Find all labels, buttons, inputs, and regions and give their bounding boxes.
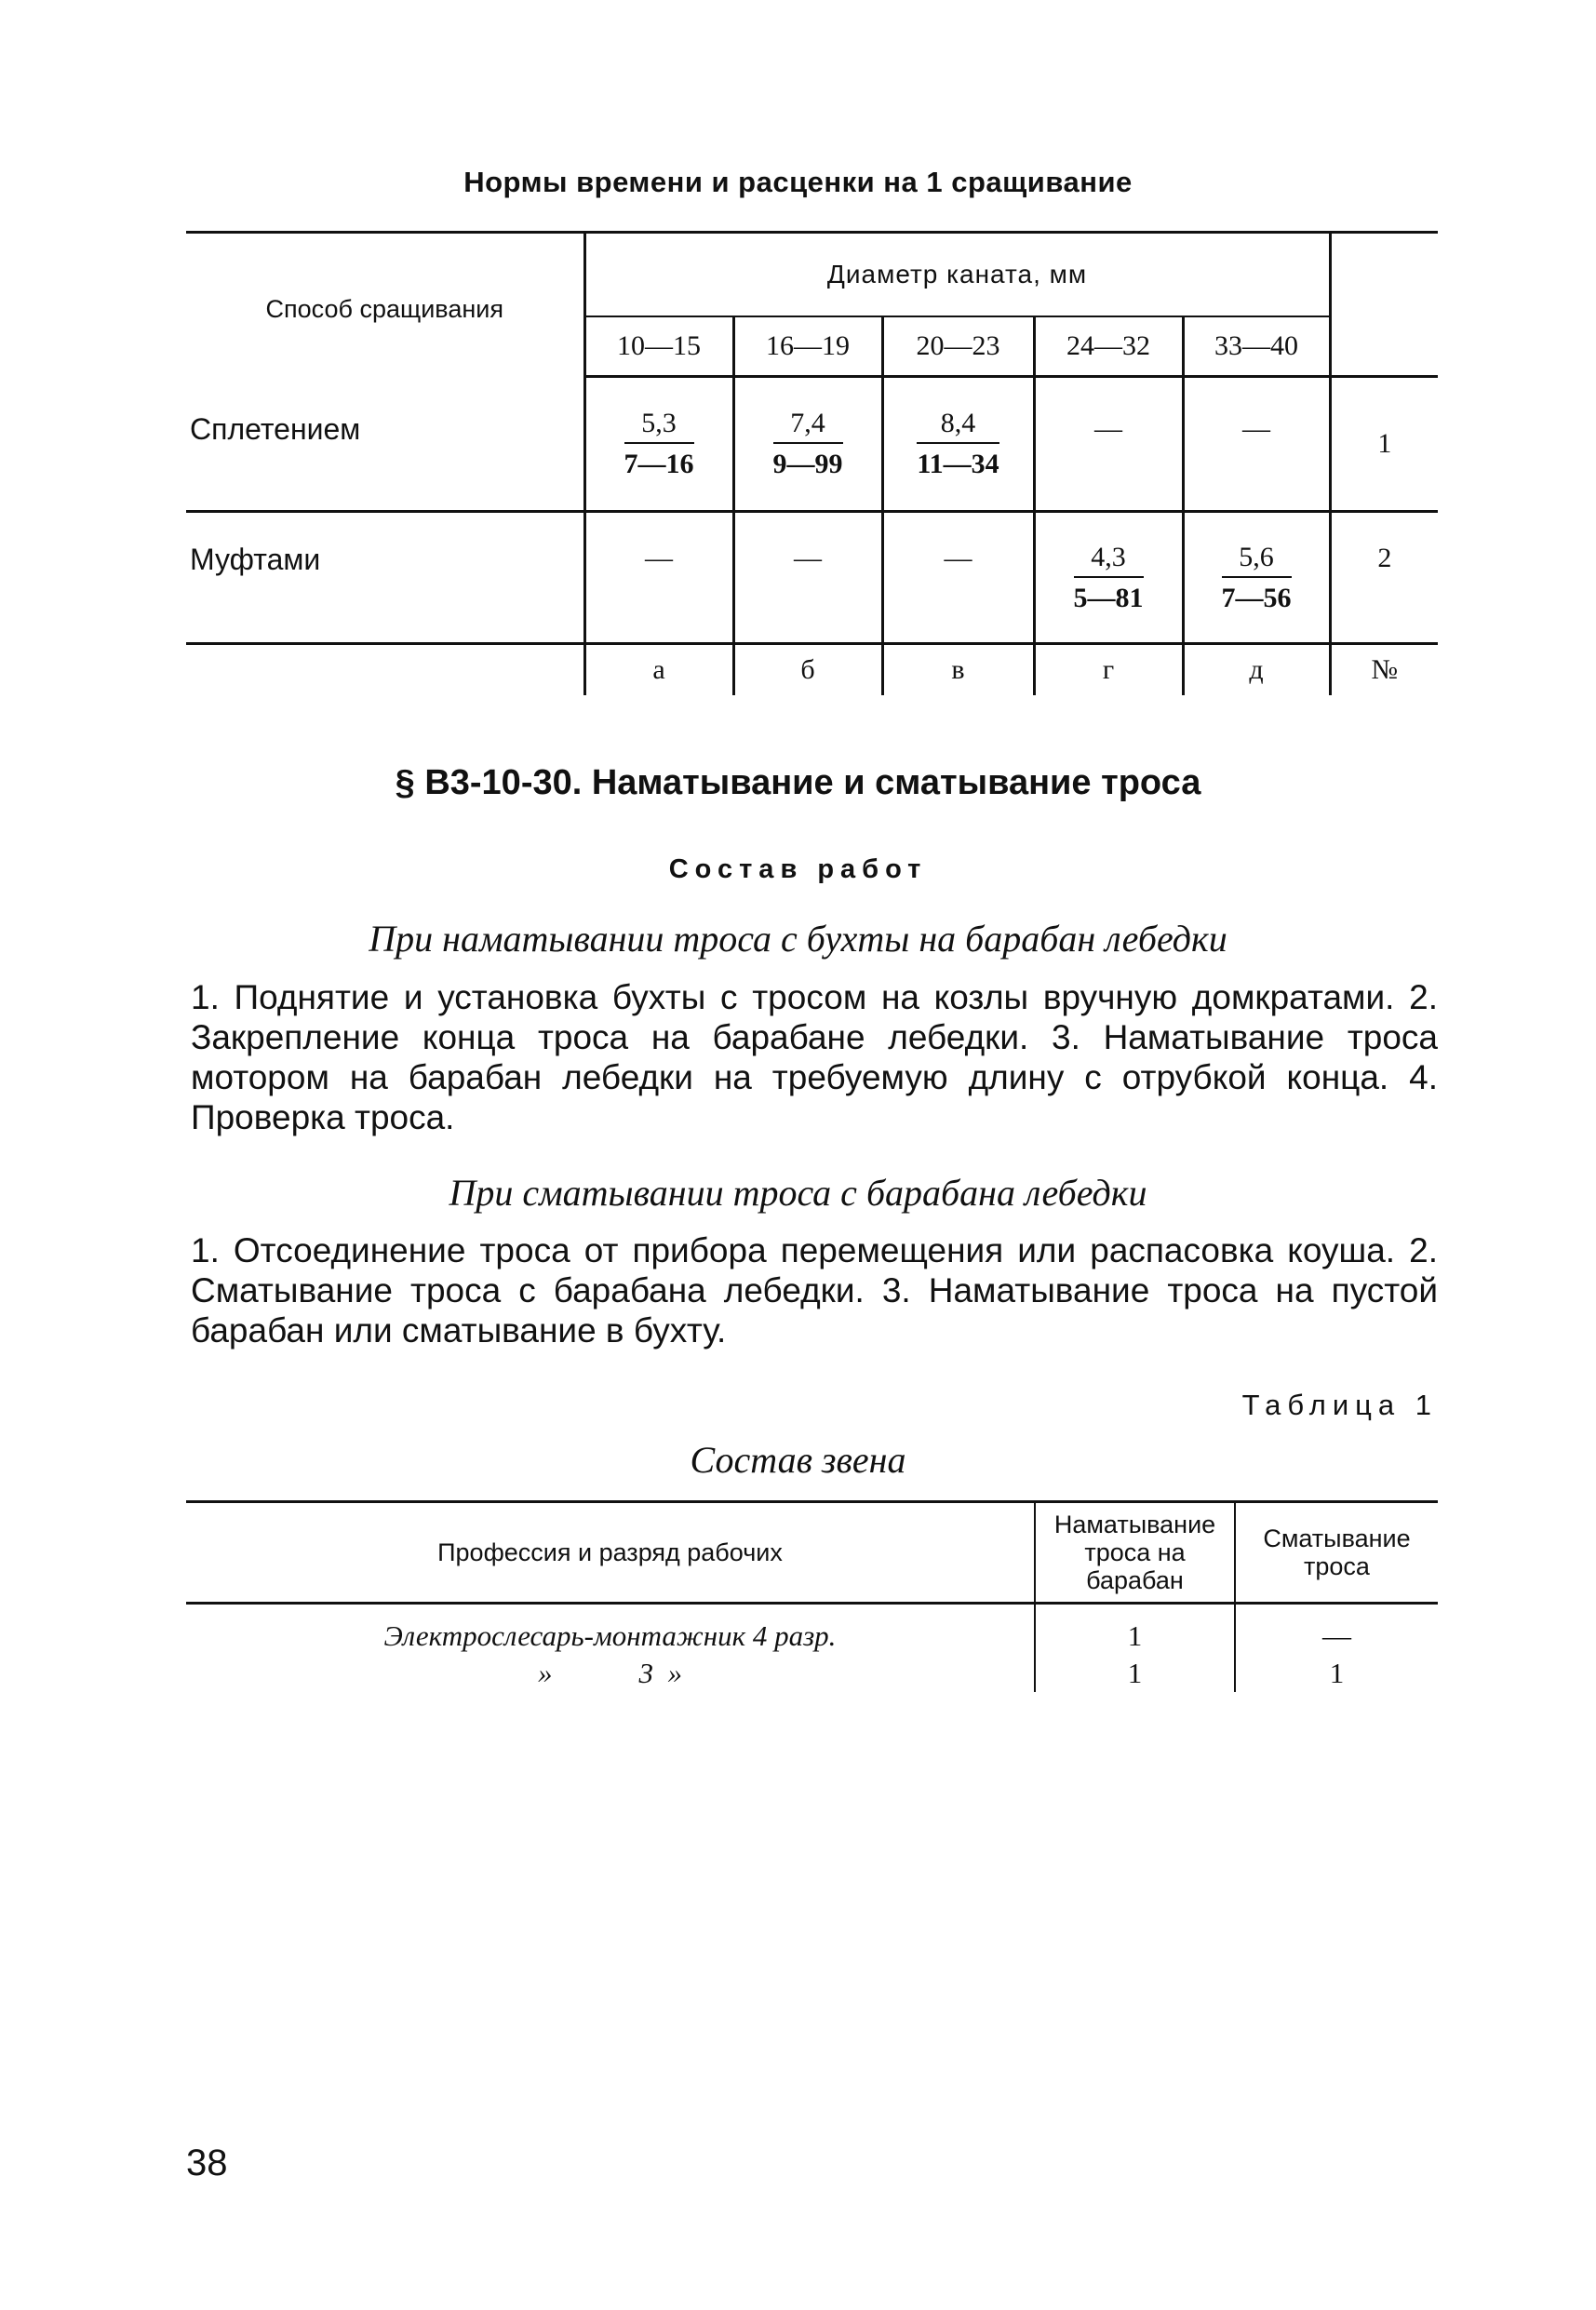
diameter-col-4: 24—32: [1034, 316, 1183, 377]
column-letter: б: [733, 644, 882, 695]
norms-table: [186, 231, 1438, 695]
crew-table-title: Состав звена: [690, 1439, 906, 1481]
winding-cell: 1 1: [1035, 1604, 1235, 1693]
norms-table-caption: Нормы времени и расценки на 1 сращивание: [463, 166, 1133, 198]
empty-dash: —: [1242, 413, 1271, 444]
method-header: Способ сращивания: [186, 233, 584, 377]
row-number: 1: [1330, 377, 1438, 512]
header-profession: Профессия и разряд рабочих: [186, 1502, 1035, 1604]
work-composition-heading: Состав работ: [668, 854, 928, 884]
empty-dash: —: [1094, 413, 1122, 444]
empty-dash: —: [794, 543, 822, 573]
header-unwinding: Сматывание троса: [1235, 1502, 1438, 1604]
subheading-unwinding: При сматывании троса с барабана лебедки: [449, 1172, 1147, 1214]
diameter-col-5: 33—40: [1183, 316, 1330, 377]
method-label: Муфтами: [186, 512, 584, 644]
header-winding: Наматывание троса на барабан: [1035, 1502, 1235, 1604]
table-row: [186, 512, 1438, 644]
page-number: 38: [186, 2142, 228, 2183]
section-title: § В3-10-30. Наматывание и сматывание троса: [395, 763, 1201, 802]
rate-cell: $\frac{8,4}{11—34}$: [917, 408, 999, 479]
table-label: Таблица 1: [1241, 1389, 1438, 1421]
diameter-header: Диаметр каната, мм: [584, 233, 1330, 316]
column-letter: а: [584, 644, 733, 695]
empty-dash: —: [944, 543, 972, 573]
table-row: [186, 377, 1438, 512]
column-letter: д: [1183, 644, 1330, 695]
column-letter: в: [882, 644, 1034, 695]
column-letter: г: [1034, 644, 1183, 695]
num-label: №: [1330, 644, 1438, 695]
rate-cell: $\frac{7,4}{9—99}$: [772, 408, 843, 479]
unwinding-cell: — 1: [1235, 1604, 1438, 1693]
profession-cell: Электрослесарь-монтажник 4 разр. » 3 »: [383, 1619, 837, 1689]
method-label: Сплетением: [186, 377, 584, 512]
crew-table: [186, 1500, 1438, 1692]
rate-cell: $\frac{5,6}{7—56}$: [1221, 541, 1292, 613]
diameter-col-2: 16—19: [733, 316, 882, 377]
paragraph-unwinding: 1. Отсоединение троса от прибора перемещения или распасовка коуша. 2. Сматывание троса с барабана лебедки. 3. Наматывание троса на пустой барабан или сматывание в бухту.: [191, 1231, 1438, 1350]
subheading-winding: При наматывании троса с бухты на барабан лебедки: [369, 918, 1227, 960]
table-row: [186, 1604, 1438, 1693]
paragraph-winding: 1. Поднятие и установка бухты с тросом на козлы вручную домкратами. 2. Закрепление конца троса на барабане лебедки. 3. Наматывание троса мотором на барабан лебедки на требуемую длину с отрубкой конца. 4. Проверка троса.: [191, 978, 1438, 1136]
rate-cell: $\frac{5,3}{7—16}$: [624, 408, 694, 479]
row-number: 2: [1330, 512, 1438, 644]
diameter-col-1: 10—15: [584, 316, 733, 377]
diameter-col-3: 20—23: [882, 316, 1034, 377]
rate-cell: $\frac{4,3}{5—81}$: [1073, 541, 1144, 613]
empty-dash: —: [645, 543, 673, 573]
